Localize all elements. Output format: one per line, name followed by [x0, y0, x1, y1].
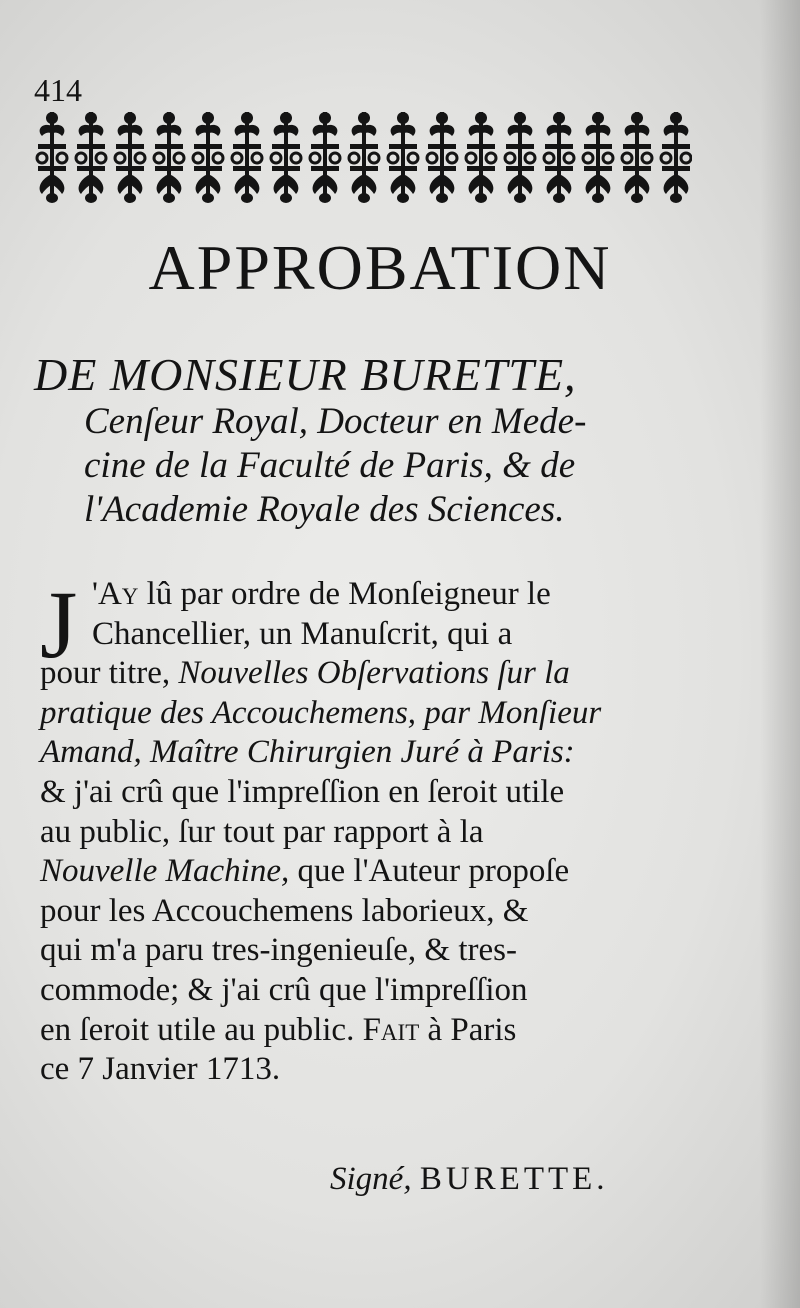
body-line [40, 1011, 720, 1051]
subtitle: DE MONSIEUR BURETTE, [34, 349, 577, 400]
body-text: pour titre, [40, 655, 179, 692]
body-line: & j'ai crû que l'impreſſion en ſeroit utile [40, 773, 565, 810]
body-line: commode; & j'ai crû que l'impreſſion [40, 971, 528, 1008]
body-text: à Paris [419, 1011, 517, 1048]
description-line: cine de la Faculté de Paris, & de [84, 445, 576, 486]
body-line: Chancellier, un Manuſcrit, qui a [92, 615, 513, 652]
signature-label: Signé, [330, 1161, 412, 1197]
body-text-italic: Nouvelles Obſervations ſur la [178, 655, 570, 692]
body-line: Amand, Maître Chirurgien Juré à Paris: [40, 734, 575, 771]
page-title: APPROBATION [148, 232, 612, 303]
drop-cap: J [40, 571, 78, 678]
body-line: au public, ſur tout par rapport à la [40, 813, 484, 850]
body-line: qui m'a paru tres-ingenieuſe, & tres- [40, 932, 517, 969]
body-text-smallcaps: 'Ay [92, 576, 139, 612]
description-line: l'Academie Royale des Sciences. [84, 489, 565, 530]
body-line [40, 654, 720, 694]
body-text: en ſeroit utile au public. [40, 1011, 363, 1048]
body-line: pratique des Accouchemens, par Monſieur [40, 694, 602, 731]
censor-description [84, 400, 704, 532]
body-line: ce 7 Janvier 1713. [40, 1051, 281, 1088]
fleuron-ornament-band [32, 108, 692, 204]
body-text: que l'Auteur propoſe [289, 853, 570, 890]
signature [330, 1163, 609, 1196]
page-edge-shadow [760, 0, 800, 1308]
description-line: Cenſeur Royal, Docteur en Mede- [84, 401, 587, 442]
body-text: lû par ordre de Monſeigneur le [138, 576, 551, 612]
body-line [40, 575, 720, 615]
body-text-smallcaps: Fait [362, 1011, 420, 1048]
approbation-body [40, 571, 720, 1090]
body-line: pour les Accouchemens laborieux, & [40, 892, 529, 929]
body-text-italic: Nouvelle Machine, [40, 853, 290, 890]
body-line [40, 852, 720, 892]
signature-name: BURETTE. [419, 1161, 609, 1197]
page-number: 414 [34, 72, 82, 108]
